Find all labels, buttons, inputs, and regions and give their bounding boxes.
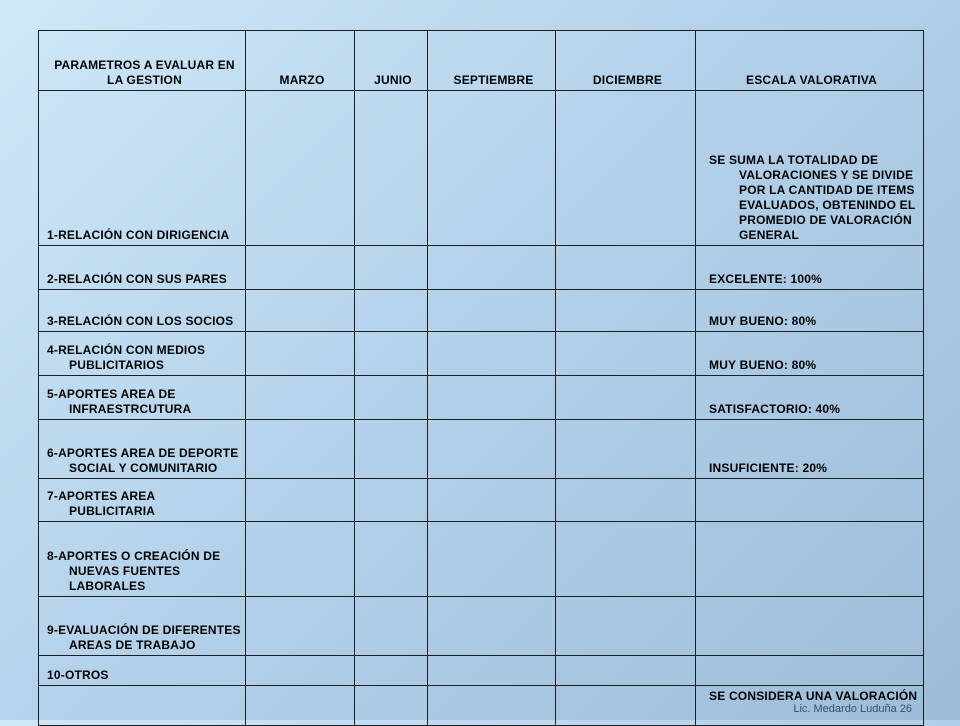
row-label-text: 5-APORTES AREA DE INFRAESTRCUTURA bbox=[47, 387, 192, 416]
cell-diciembre bbox=[556, 376, 696, 420]
scale-cell bbox=[696, 376, 924, 420]
cell-diciembre bbox=[556, 246, 696, 290]
row-label-text: 2-RELACIÓN CON SUS PARES bbox=[47, 272, 227, 286]
row-label bbox=[39, 597, 246, 656]
cell-junio bbox=[355, 420, 428, 479]
cell-diciembre bbox=[556, 420, 696, 479]
header-row bbox=[39, 31, 924, 91]
cell-septiembre bbox=[428, 656, 556, 686]
scale-cell bbox=[696, 522, 924, 597]
cell-junio bbox=[355, 597, 428, 656]
cell-septiembre bbox=[428, 479, 556, 522]
scale-cell bbox=[696, 246, 924, 290]
cell-marzo bbox=[246, 332, 355, 376]
table-row bbox=[39, 597, 924, 656]
cell-septiembre bbox=[428, 522, 556, 597]
header-month-marzo: MARZO bbox=[246, 31, 355, 91]
row-label-text: 1-RELACIÓN CON DIRIGENCIA bbox=[47, 228, 230, 242]
cell-septiembre bbox=[428, 376, 556, 420]
row-label bbox=[39, 376, 246, 420]
row-label-text: 3-RELACIÓN CON LOS SOCIOS bbox=[47, 314, 234, 328]
cell-septiembre bbox=[428, 420, 556, 479]
cell-marzo bbox=[246, 420, 355, 479]
table-row bbox=[39, 246, 924, 290]
cell-marzo bbox=[246, 290, 355, 332]
row-label bbox=[39, 91, 246, 246]
row-label bbox=[39, 420, 246, 479]
row-label-text: 9-EVALUACIÓN DE DIFERENTES AREAS DE TRABAJO bbox=[47, 623, 241, 652]
cell-junio bbox=[355, 290, 428, 332]
cell-diciembre bbox=[556, 656, 696, 686]
row-label-text: 8-APORTES O CREACIÓN DE NUEVAS FUENTES LABORALES bbox=[47, 549, 221, 593]
scale-cell bbox=[696, 656, 924, 686]
evaluation-table bbox=[38, 30, 924, 726]
cell-junio bbox=[355, 479, 428, 522]
scale-text: MUY BUENO: 80% bbox=[709, 314, 817, 328]
footer-credit: Lic. Medardo Luduña 26 bbox=[793, 703, 912, 715]
table-row bbox=[39, 656, 924, 686]
cell-septiembre bbox=[428, 290, 556, 332]
row-label bbox=[39, 290, 246, 332]
cell-marzo bbox=[246, 376, 355, 420]
table-row bbox=[39, 376, 924, 420]
scale-cell bbox=[696, 597, 924, 656]
cell-diciembre bbox=[556, 91, 696, 246]
cell-junio bbox=[355, 656, 428, 686]
cell-marzo bbox=[246, 656, 355, 686]
cell-diciembre bbox=[556, 522, 696, 597]
row-label-text: 4-RELACIÓN CON MEDIOS PUBLICITARIOS bbox=[47, 343, 206, 372]
row-label bbox=[39, 522, 246, 597]
cell-septiembre bbox=[428, 246, 556, 290]
scale-cell bbox=[696, 479, 924, 522]
row-label bbox=[39, 479, 246, 522]
row-label bbox=[39, 246, 246, 290]
header-month-diciembre: DICIEMBRE bbox=[556, 31, 696, 91]
cell-diciembre bbox=[556, 479, 696, 522]
cell-diciembre bbox=[556, 332, 696, 376]
cell-junio bbox=[355, 246, 428, 290]
row-label-text: 7-APORTES AREA PUBLICITARIA bbox=[47, 489, 156, 518]
table-row bbox=[39, 332, 924, 376]
scale-cell bbox=[696, 420, 924, 479]
cell-marzo bbox=[246, 91, 355, 246]
table-row bbox=[39, 420, 924, 479]
scale-text: SE CONSIDERA UNA VALORACIÓN bbox=[709, 689, 918, 703]
cell-marzo bbox=[246, 479, 355, 522]
table-row bbox=[39, 91, 924, 246]
header-parameters: PARAMETROS A EVALUAR EN LA GESTION bbox=[39, 31, 246, 91]
scale-text: EXCELENTE: 100% bbox=[709, 272, 823, 286]
header-month-junio: JUNIO bbox=[355, 31, 428, 91]
row-label-text: 6-APORTES AREA DE DEPORTE SOCIAL Y COMUNITARIO bbox=[47, 446, 239, 475]
cell-junio bbox=[355, 91, 428, 246]
table-row bbox=[39, 522, 924, 597]
row-label-text: 10-OTROS bbox=[47, 668, 109, 682]
cell-septiembre bbox=[428, 332, 556, 376]
scale-cell bbox=[696, 91, 924, 246]
cell-marzo bbox=[246, 246, 355, 290]
cell-marzo bbox=[246, 597, 355, 656]
cell-septiembre bbox=[428, 597, 556, 656]
scale-cell bbox=[696, 332, 924, 376]
cell-junio bbox=[355, 376, 428, 420]
header-scale: ESCALA VALORATIVA bbox=[696, 31, 924, 91]
table-row bbox=[39, 479, 924, 522]
cell-diciembre bbox=[556, 597, 696, 656]
table-row bbox=[39, 290, 924, 332]
scale-text: INSUFICIENTE: 20% bbox=[709, 461, 828, 475]
cell-marzo bbox=[246, 522, 355, 597]
cell-diciembre bbox=[556, 290, 696, 332]
scale-text: SE SUMA LA TOTALIDAD DE VALORACIONES Y SE DIVIDE POR LA CANTIDAD DE ITEMS EVALUADOS, OBTENINDO EL PROMEDIO DE VALORACIÓN GENERAL bbox=[709, 153, 916, 242]
cell-junio bbox=[355, 332, 428, 376]
scale-text: MUY BUENO: 80% bbox=[709, 358, 817, 372]
row-label bbox=[39, 656, 246, 686]
scale-cell bbox=[696, 290, 924, 332]
cell-junio bbox=[355, 522, 428, 597]
scale-text: SATISFACTORIO: 40% bbox=[709, 402, 841, 416]
row-label bbox=[39, 332, 246, 376]
header-month-septiembre: SEPTIEMBRE bbox=[428, 31, 556, 91]
cell-septiembre bbox=[428, 91, 556, 246]
